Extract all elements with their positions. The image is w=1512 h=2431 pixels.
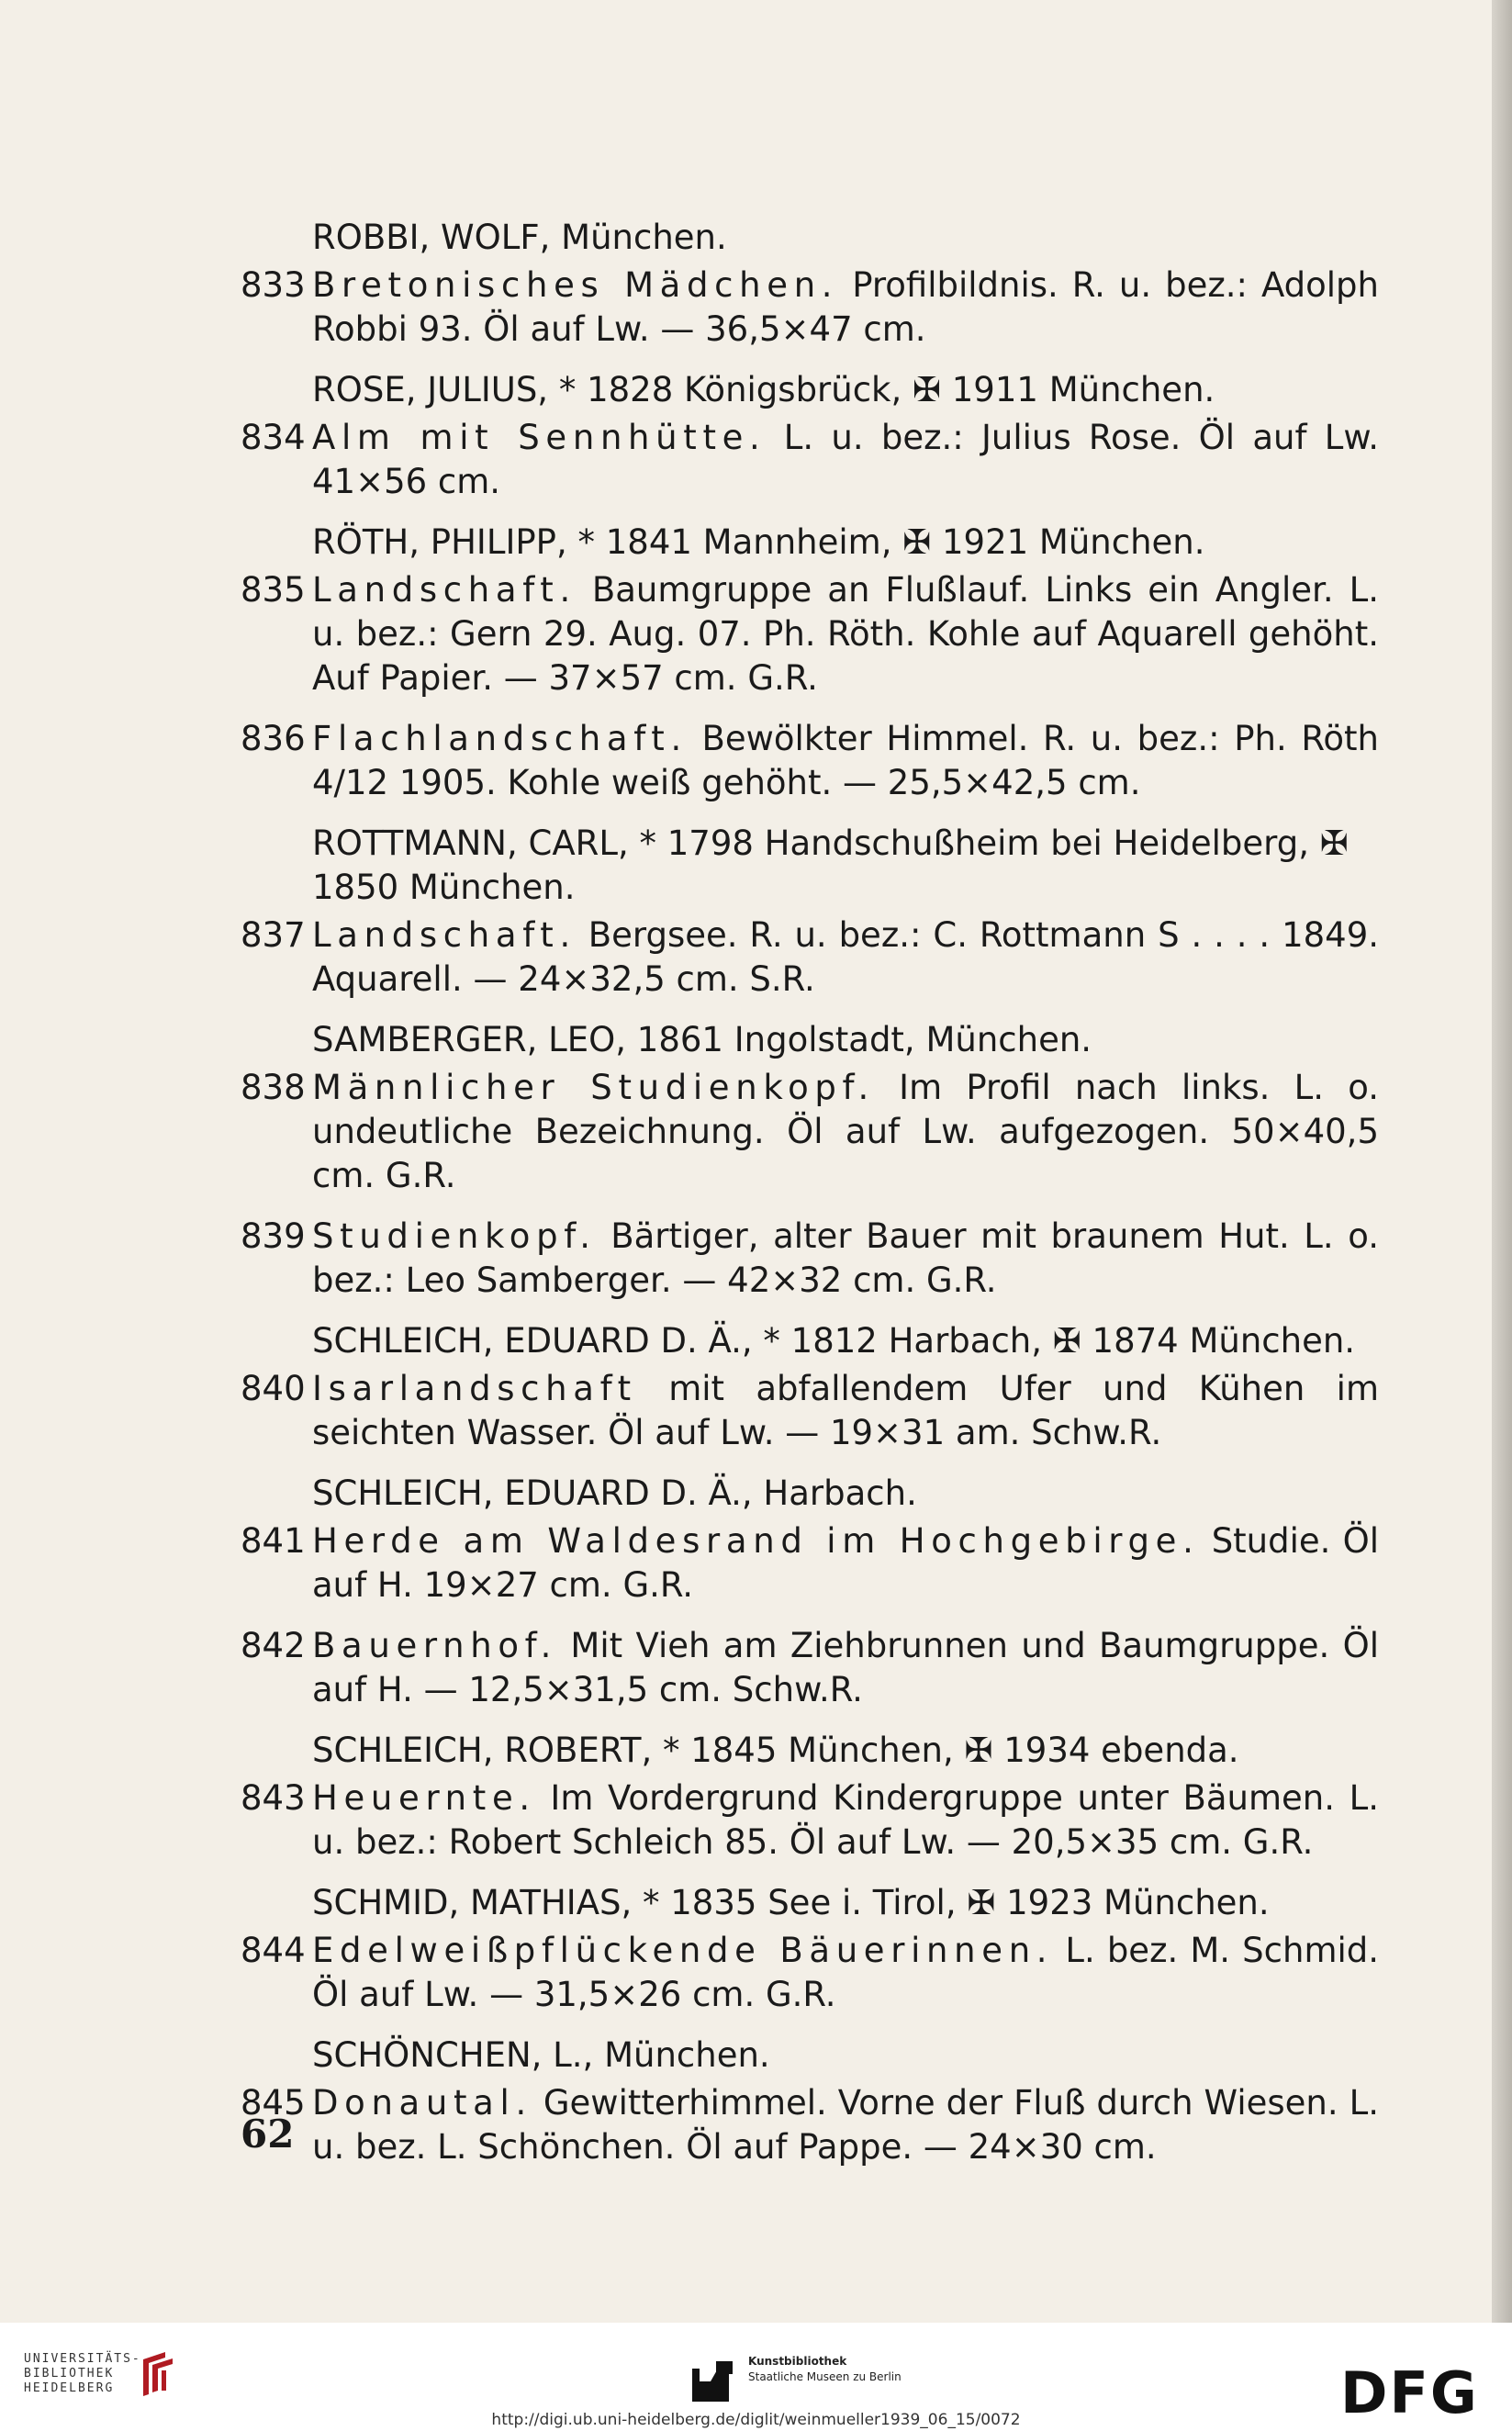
entry-number: 842: [241, 1626, 306, 1665]
kunstbibliothek-logo-icon[interactable]: [690, 2359, 734, 2403]
kb-subtitle: Staatliche Museen zu Berlin: [748, 2370, 902, 2383]
artist-heading: SCHMID, MATHIAS, * 1835 See i. Tirol, ✠ 1923 München.: [312, 1883, 1270, 1922]
page-url-link[interactable]: http://digi.ub.uni-heidelberg.de/diglit/weinmueller1939_06_15/0072: [491, 2411, 1021, 2429]
entry-number: 837: [241, 915, 306, 955]
entry-description: [312, 1929, 1379, 2017]
entry-description: [312, 568, 1379, 700]
catalog-entry: [241, 416, 1379, 504]
catalog-entry: [241, 1929, 1379, 2017]
catalog-entries: [241, 216, 1379, 2169]
artwork-details: mit abfallendem Ufer und Kühen im seichten Wasser. Öl auf Lw. — 19×31 am. Schw.R.: [312, 1369, 1379, 1452]
entry-description: [312, 717, 1379, 805]
entry-number: 840: [241, 1369, 306, 1408]
entry-description: [312, 913, 1379, 1002]
artwork-title: Bretonisches Mädchen.: [312, 265, 839, 305]
entry-description: [312, 1624, 1379, 1712]
artwork-title: Landschaft.: [312, 915, 577, 955]
university-line: HEIDELBERG: [24, 2381, 115, 2395]
artwork-details: Bewölkter Himmel. R. u. bez.: Ph. Röth 4/12 1905. Kohle weiß gehöht. — 25,5×42,5 cm.: [312, 719, 1379, 802]
artwork-title: Männlicher Studienkopf.: [312, 1068, 875, 1107]
artwork-title: Landschaft.: [312, 570, 577, 610]
entry-description: [312, 2081, 1379, 2169]
catalog-entry: [241, 2081, 1379, 2169]
artwork-details: Im Vordergrund Kindergruppe unter Bäumen. L. u. bez.: Robert Schleich 85. Öl auf Lw. — 20,5×35 cm. G.R.: [312, 1778, 1379, 1862]
artwork-title: Bauernhof.: [312, 1626, 558, 1665]
artist-heading: SAMBERGER, LEO, 1861 Ingolstadt, München.: [312, 1020, 1092, 1059]
viewer-footer: [0, 2323, 1512, 2431]
artwork-details: Mit Vieh am Ziehbrunnen und Baumgruppe. Öl auf H. — 12,5×31,5 cm. Schw.R.: [312, 1626, 1379, 1709]
entry-number: 844: [241, 1931, 306, 1970]
entry-description: [312, 263, 1379, 352]
artwork-details: Gewitterhimmel. Vorne der Fluß durch Wiesen. L. u. bez. L. Schönchen. Öl auf Pappe. — 24×30 cm.: [312, 2083, 1379, 2167]
kunstbibliothek-label[interactable]: [748, 2354, 902, 2385]
university-library-label[interactable]: [24, 2352, 141, 2396]
artwork-title: Edelweißpflückende Bäuerinnen.: [312, 1931, 1054, 1970]
artwork-title: Donautal.: [312, 2083, 532, 2123]
artist-heading: RÖTH, PHILIPP, * 1841 Mannheim, ✠ 1921 München.: [312, 522, 1205, 562]
artwork-title: Studienkopf.: [312, 1216, 597, 1256]
entry-number: 835: [241, 570, 306, 610]
artwork-title: Flachlandschaft.: [312, 719, 688, 758]
kb-title: Kunstbibliothek: [748, 2355, 847, 2368]
catalog-entry: [241, 1624, 1379, 1712]
entry-description: [312, 1367, 1379, 1455]
artist-heading: ROBBI, WOLF, München.: [312, 218, 727, 257]
artwork-title: Heuernte.: [312, 1778, 536, 1818]
entry-number: 838: [241, 1068, 306, 1107]
artwork-details: Bergsee. R. u. bez.: C. Rottmann S . . . . 1849. Aquarell. — 24×32,5 cm. S.R.: [312, 915, 1379, 999]
artwork-details: Bärtiger, alter Bauer mit braunem Hut. L. o. bez.: Leo Samberger. — 42×32 cm. G.R.: [312, 1216, 1379, 1300]
artist-heading: SCHLEICH, EDUARD D. Ä., Harbach.: [312, 1473, 917, 1513]
entry-description: [312, 1066, 1379, 1198]
university-library-logo-icon[interactable]: [138, 2350, 178, 2400]
artist-heading: ROTTMANN, CARL, * 1798 Handschußheim bei Heidelberg, ✠ 1850 München.: [312, 823, 1349, 907]
artwork-details: Im Profil nach links. L. o. undeutliche Bezeichnung. Öl auf Lw. aufgezogen. 50×40,5 cm. G.R.: [312, 1068, 1379, 1195]
catalog-entry: [241, 568, 1379, 700]
artwork-details: Baumgruppe an Flußlauf. Links ein Angler. L. u. bez.: Gern 29. Aug. 07. Ph. Röth. Kohle auf Aquarell gehöht. Auf Papier. — 37×57 cm. G.R.: [312, 570, 1379, 698]
entry-number: 845: [241, 2083, 306, 2123]
entry-description: [312, 1215, 1379, 1303]
catalog-entry: [241, 1367, 1379, 1455]
university-line: BIBLIOTHEK: [24, 2367, 115, 2381]
entry-number: 839: [241, 1216, 306, 1256]
artwork-details: Profilbildnis. R. u. bez.: Adolph Robbi 93. Öl auf Lw. — 36,5×47 cm.: [312, 265, 1379, 349]
catalog-entry: [241, 717, 1379, 805]
artist-heading: SCHLEICH, ROBERT, * 1845 München, ✠ 1934 ebenda.: [312, 1731, 1239, 1770]
catalog-entry: [241, 263, 1379, 352]
entry-number: 841: [241, 1521, 306, 1561]
page-number: 62: [241, 2112, 295, 2157]
artist-heading: SCHLEICH, EDUARD D. Ä., * 1812 Harbach, ✠ 1874 München.: [312, 1321, 1356, 1361]
entry-description: [312, 1776, 1379, 1865]
entry-number: 833: [241, 265, 306, 305]
page-edge-shadow: [1492, 0, 1512, 2323]
entry-description: [312, 416, 1379, 504]
artist-heading: ROSE, JULIUS, * 1828 Königsbrück, ✠ 1911 München.: [312, 370, 1215, 409]
catalog-entry: [241, 1066, 1379, 1198]
artwork-details: L. u. bez.: Julius Rose. Öl auf Lw. 41×56 cm.: [312, 418, 1379, 501]
dfg-logo[interactable]: DFG: [1340, 2359, 1479, 2426]
entry-number: 836: [241, 719, 306, 758]
entry-number: 843: [241, 1778, 306, 1818]
artwork-details: Studie. Öl auf H. 19×27 cm. G.R.: [312, 1521, 1379, 1605]
artist-heading: SCHÖNCHEN, L., München.: [312, 2035, 770, 2075]
entry-description: [312, 1519, 1379, 1608]
university-line: UNIVERSITÄTS-: [24, 2352, 141, 2366]
artwork-details: L. bez. M. Schmid. Öl auf Lw. — 31,5×26 cm. G.R.: [312, 1931, 1380, 2014]
entry-number: 834: [241, 418, 306, 457]
artwork-title: Isarlandschaft: [312, 1369, 637, 1408]
catalog-entry: [241, 913, 1379, 1002]
catalog-entry: [241, 1519, 1379, 1608]
catalog-entry: [241, 1215, 1379, 1303]
artwork-title: Herde am Waldesrand im Hochgebirge.: [312, 1521, 1200, 1561]
catalog-entry: [241, 1776, 1379, 1865]
artwork-title: Alm mit Sennhütte.: [312, 418, 767, 457]
